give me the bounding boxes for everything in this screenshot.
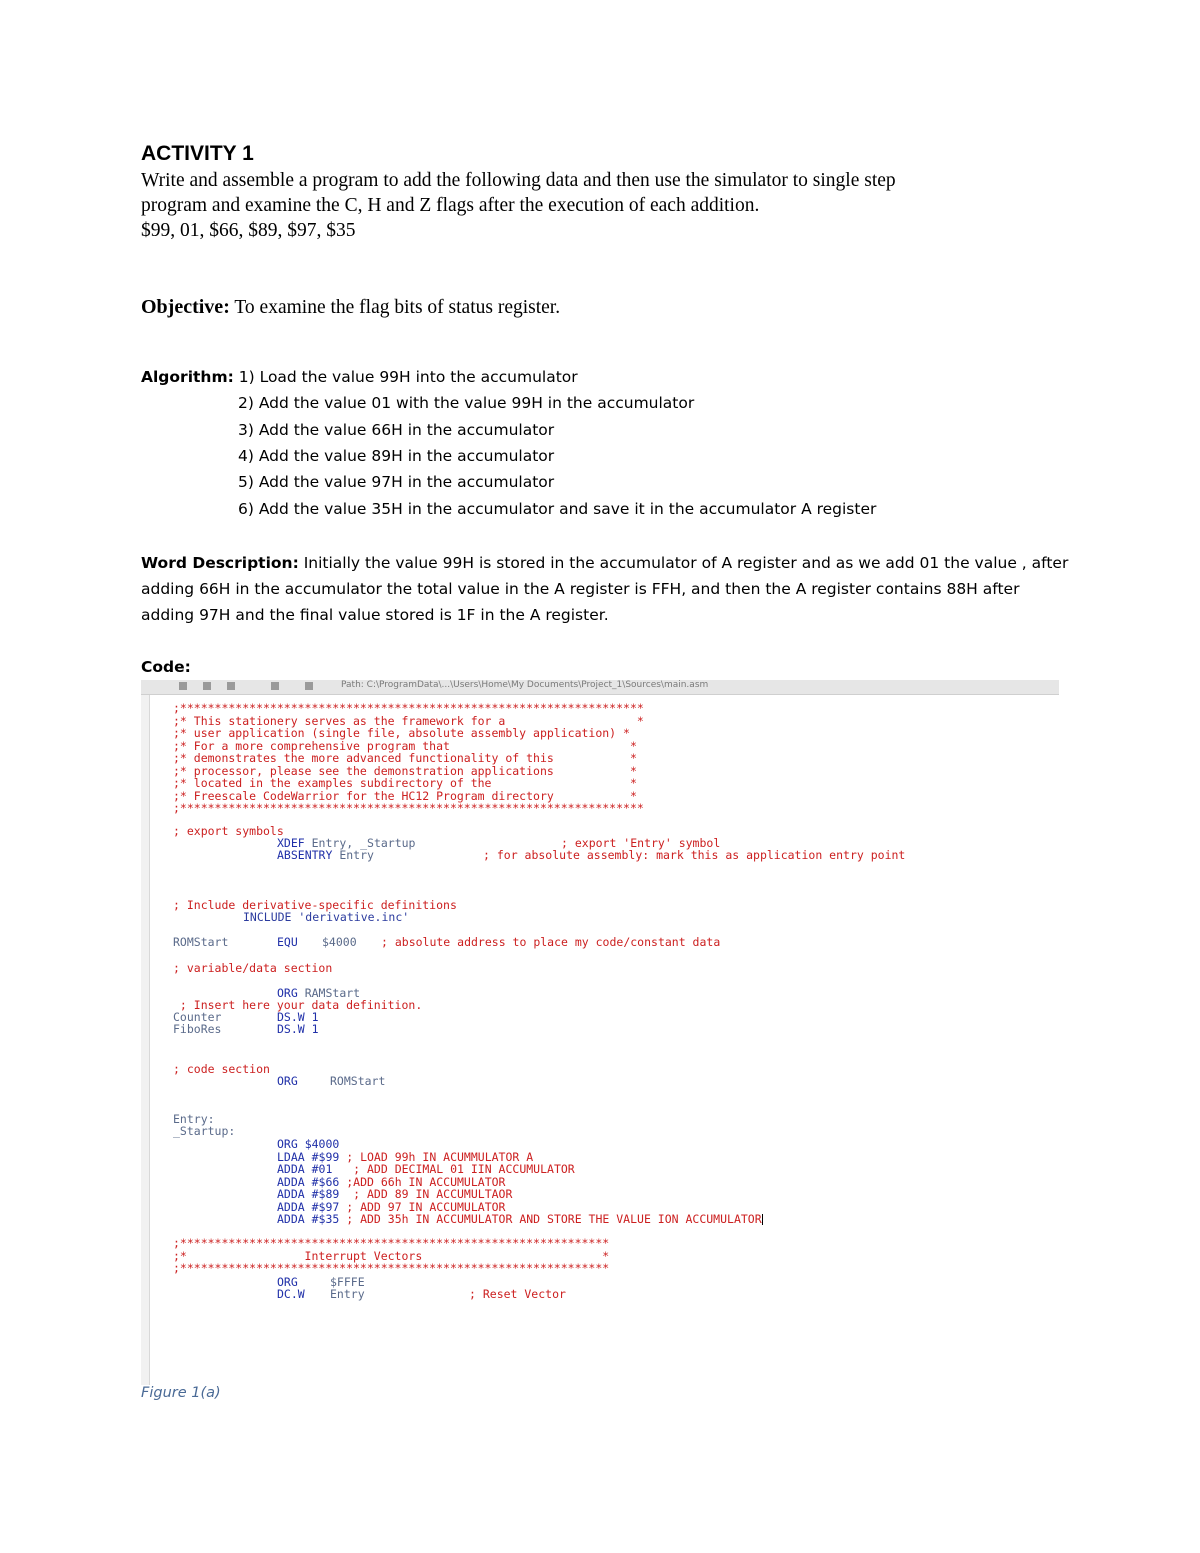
romstart-comment: ; absolute address to place my code/constant data <box>381 935 721 949</box>
instruction-list <box>277 1138 763 1226</box>
instruction-comment: ; ADD 35h IN ACCUMULATOR AND STORE THE VALUE ION ACCUMULATOR <box>339 1212 762 1226</box>
include-comment: ; Include derivative-specific definitions <box>173 898 457 912</box>
editor-gutter <box>141 695 150 1385</box>
include-directive: INCLUDE 'derivative.inc' <box>243 910 410 924</box>
figure-caption: Figure 1(a) <box>141 1385 221 1401</box>
org-romstart-directive: ORG <box>277 1074 298 1088</box>
entry-label: Entry: <box>173 1112 215 1126</box>
fibores-label: FiboRes <box>173 1022 222 1036</box>
instruction-op: ADDA #$35 <box>277 1212 340 1226</box>
text-cursor <box>762 1214 763 1225</box>
ramstart-operand: RAMStart <box>297 986 361 1000</box>
algorithm-step-6: 6) Add the value 35H in the accumulator and save it in the accumulator A register <box>238 500 877 518</box>
instruction-comment: ; ADD DECIMAL 01 IIN ACCUMULATOR <box>332 1162 575 1176</box>
vector-org-directive: ORG <box>277 1275 298 1289</box>
toolbar-menu-icon <box>305 682 313 690</box>
insert-data-comment: ; Insert here your data definition. <box>173 998 423 1012</box>
word-description-label: Word Description: <box>141 554 299 572</box>
export-symbols-comment: ; export symbols <box>173 824 284 838</box>
counter-ds: DS.W 1 <box>277 1010 319 1024</box>
objective-label: Objective: <box>141 296 230 318</box>
fibores-ds: DS.W 1 <box>277 1022 319 1036</box>
reset-vector-comment: ; Reset Vector <box>469 1287 566 1301</box>
header-line: ;* This stationery serves as the framework for a * <box>173 713 644 728</box>
algorithm-step-1: 1) Load the value 99H into the accumulator <box>233 368 578 386</box>
algorithm-step-2: 2) Add the value 01 with the value 99H in the accumulator <box>238 394 695 412</box>
code-section-comment: ; code section <box>173 1062 270 1076</box>
absentry-operand: Entry <box>332 848 374 862</box>
header-line: ;* processor, please see the demonstration applications * <box>173 763 637 778</box>
interrupt-line: ;* Interrupt Vectors * <box>173 1248 610 1263</box>
header-line: ;* demonstrates the more advanced functionality of this * <box>173 751 637 765</box>
activity-heading: ACTIVITY 1 <box>141 142 254 165</box>
algorithm-label: Algorithm: <box>141 368 234 386</box>
instruction-comment: ; LOAD 99h IN ACUMMULATOR A <box>339 1149 534 1164</box>
objective <box>141 296 560 319</box>
instruction-comment: ;ADD 66h IN ACCUMULATOR <box>339 1174 506 1189</box>
header-line: ;* Freescale CodeWarrior for the HC12 Program directory * <box>173 788 637 803</box>
absentry-comment: ; for absolute assembly: mark this as application entry point <box>483 848 906 862</box>
startup-label: _Startup: <box>173 1124 236 1138</box>
header-line: ;* For a more comprehensive program that * <box>173 738 637 753</box>
toolbar-back-icon <box>179 682 187 690</box>
instruction-comment: ; ADD 89 IN ACCUMULTAOR <box>339 1187 513 1201</box>
algorithm-first-line <box>141 368 578 386</box>
romstart-equ: EQU <box>277 935 298 949</box>
vector-dc-directive: DC.W <box>277 1287 305 1301</box>
toolbar-file-path: Path: C:\ProgramData\...\Users\Home\My Documents\Project_1\Sources\main.asm <box>341 680 709 690</box>
absentry-directive: ABSENTRY <box>277 848 333 862</box>
algorithm-step-5: 5) Add the value 97H in the accumulator <box>238 473 555 491</box>
instruction-line <box>277 1213 763 1226</box>
objective-text: To examine the flag bits of status register. <box>229 297 561 318</box>
interrupt-line: ;************************************************************** <box>173 1236 610 1250</box>
instruction-op: ADDA #$89 <box>277 1187 340 1201</box>
algorithm-step-4: 4) Add the value 89H in the accumulator <box>238 447 555 465</box>
org-romstart-operand: ROMStart <box>330 1074 386 1088</box>
interrupt-vectors-block <box>173 1237 609 1275</box>
vector-org-operand: $FFFE <box>330 1275 365 1289</box>
variable-section-comment: ; variable/data section <box>173 961 333 975</box>
instruction-op: LDAA #$99 <box>277 1149 340 1164</box>
header-line: ;* located in the examples subdirectory of the * <box>173 776 637 790</box>
instruction-comment: ; ADD 97 IN ACCUMULATOR <box>339 1199 506 1214</box>
code-label: Code: <box>141 658 191 676</box>
instruction-op: ADDA #$66 <box>277 1174 340 1189</box>
toolbar-save-icon <box>271 682 279 690</box>
xdef-operand: Entry, _Startup <box>304 836 416 850</box>
absentry-line <box>277 849 374 862</box>
toolbar-nav-icon <box>227 682 235 690</box>
toolbar-forward-icon <box>203 682 211 690</box>
org-directive: ORG <box>277 986 298 1000</box>
word-description-text: Initially the value 99H is stored in the accumulator of A register and as we add 01 the value , after adding 66H in the accumulator the total value in the A register is FFH, and then the A register contains 88H after adding 97H and the final value stored is 1F in the A register. <box>141 554 1069 624</box>
xdef-directive: XDEF <box>277 836 305 850</box>
romstart-label: ROMStart <box>173 935 229 949</box>
instruction-op: ADDA #$97 <box>277 1199 340 1214</box>
interrupt-line: ;************************************************************** <box>173 1261 610 1275</box>
romstart-value: $4000 <box>322 935 357 949</box>
algorithm-step-3: 3) Add the value 66H in the accumulator <box>238 421 555 439</box>
instruction-op: ORG $4000 <box>277 1137 340 1151</box>
header-line: ;******************************************************************* <box>173 801 644 815</box>
code-editor-screenshot <box>141 680 1059 1385</box>
word-description <box>141 550 1071 628</box>
intro-line-2: program and examine the C, H and Z flags after the execution of each addition. <box>141 195 760 216</box>
header-line: ;******************************************************************* <box>173 701 644 715</box>
header-comment-block <box>173 702 644 815</box>
instruction-op: ADDA #01 <box>277 1162 333 1176</box>
intro-line-1: Write and assemble a program to add the following data and then use the simulator to single step <box>141 170 896 191</box>
intro-data-values: $99, 01, $66, $89, $97, $35 <box>141 220 356 241</box>
editor-toolbar <box>141 680 1059 695</box>
counter-label: Counter <box>173 1010 222 1024</box>
header-line: ;* user application (single file, absolute assembly application) * <box>173 726 630 740</box>
xdef-comment: ; export 'Entry' symbol <box>561 836 721 850</box>
vector-dc-operand: Entry <box>330 1287 365 1301</box>
